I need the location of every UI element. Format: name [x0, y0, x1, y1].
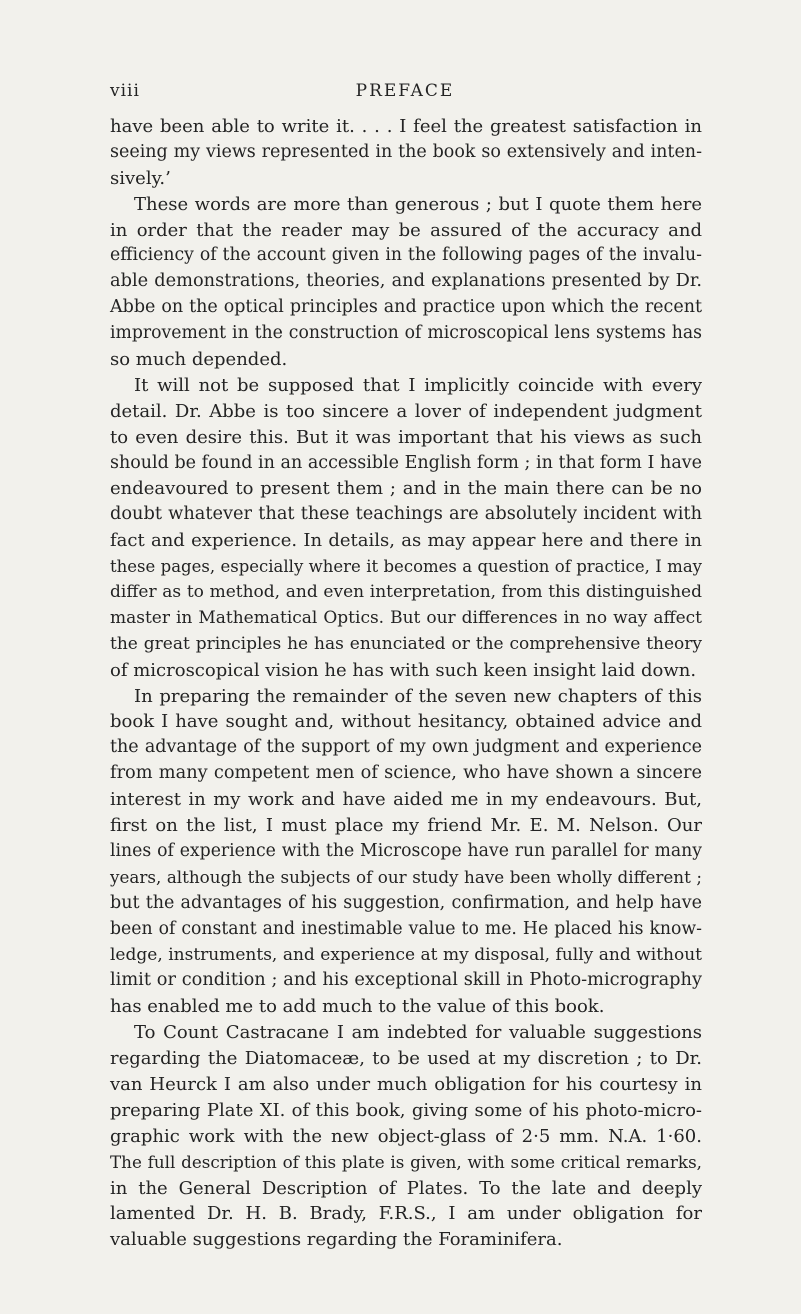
running-head [110, 81, 700, 105]
text-line: seeing my views represented in the book so extensively and inten- [110, 141, 702, 162]
text-line: in order that the reader may be assured of the accuracy and [110, 219, 702, 241]
text-line: limit or condition ; and his exceptional skill in Photo-micrography [110, 970, 702, 991]
text-line: The full description of this plate is given, with some critical remarks, [110, 1151, 702, 1172]
text-line: doubt whatever that these teachings are absolutely incident with [110, 504, 702, 525]
text-line: valuable suggestions regarding the Foraminifera. [110, 1229, 563, 1251]
page-number: viii [110, 81, 140, 101]
running-title: PREFACE [355, 81, 455, 101]
text-line: sively.’ [110, 167, 171, 189]
paragraph-start-line: In preparing the remainder of the seven new chapters of this [134, 685, 702, 707]
text-line: Abbe on the optical principles and practice upon which the recent [110, 297, 702, 318]
text-line: the great principles he has enunciated or the comprehensive theory [110, 633, 702, 654]
text-line: graphic work with the new object-glass of 2·5 mm. N.A. 1·60. [110, 1125, 702, 1147]
text-line: years, although the subjects of our study have been wholly different ; [110, 866, 702, 887]
text-line: fact and experience. In details, as may appear here and there in [110, 530, 702, 552]
text-line: but the advantages of his suggestion, confirmation, and help have [110, 892, 702, 913]
preface-body-text [110, 114, 702, 1253]
text-line: to even desire this. But it was important that his views as such [110, 426, 702, 448]
text-line: differ as to method, and even interpretation, from this distinguished [110, 582, 702, 603]
text-line: book I have sought and, without hesitancy, obtained advice and [110, 711, 702, 733]
text-line: interest in my work and have aided me in my endeavours. But, [110, 789, 702, 811]
paragraph-start-line: It will not be supposed that I implicitly coincide with every [134, 374, 702, 396]
text-line: master in Mathematical Optics. But our differences in no way affect [110, 607, 702, 628]
text-line: able demonstrations, theories, and explanations presented by Dr. [110, 271, 702, 292]
text-line: van Heurck I am also under much obligation for his courtesy in [110, 1073, 702, 1095]
text-line: these pages, especially where it becomes a question of practice, I may [110, 557, 702, 577]
text-line: efficiency of the account given in the following pages of the invalu- [110, 245, 702, 266]
text-line: have been able to write it. . . . I feel the greatest satisfaction in [110, 116, 702, 137]
text-line: improvement in the construction of microscopical lens systems has [110, 323, 702, 344]
text-line: of microscopical vision he has with such keen insight laid down. [110, 659, 697, 681]
text-line: in the General Description of Plates. To the late and deeply [110, 1177, 702, 1199]
text-line: ledge, instruments, and experience at my disposal, fully and without [110, 944, 702, 965]
text-line: the advantage of the support of my own judgment and experience [110, 737, 702, 758]
text-line: been of constant and inestimable value to me. He placed his know- [110, 918, 702, 939]
text-line: lamented Dr. H. B. Brady, F.R.S., I am under obligation for [110, 1203, 702, 1225]
text-line: so much depended. [110, 349, 288, 371]
paragraph-start-line: To Count Castracane I am indebted for valuable suggestions [134, 1022, 702, 1044]
text-line: first on the list, I must place my friend Mr. E. M. Nelson. Our [110, 815, 702, 837]
text-line: from many competent men of science, who have shown a sincere [110, 763, 702, 784]
text-line: preparing Plate XI. of this book, giving some of his photo-micro- [110, 1099, 702, 1121]
text-line: endeavoured to present them ; and in the main there can be no [110, 478, 702, 500]
text-line: lines of experience with the Microscope have run parallel for many [110, 840, 702, 861]
text-line: has enabled me to add much to the value of this book. [110, 996, 605, 1018]
paragraph-start-line: These words are more than generous ; but I quote them here [134, 193, 702, 215]
text-line: should be found in an accessible English form ; in that form I have [110, 452, 702, 473]
text-line: regarding the Diatomaceæ, to be used at my discretion ; to Dr. [110, 1048, 702, 1070]
text-line: detail. Dr. Abbe is too sincere a lover of independent judgment [110, 400, 702, 422]
